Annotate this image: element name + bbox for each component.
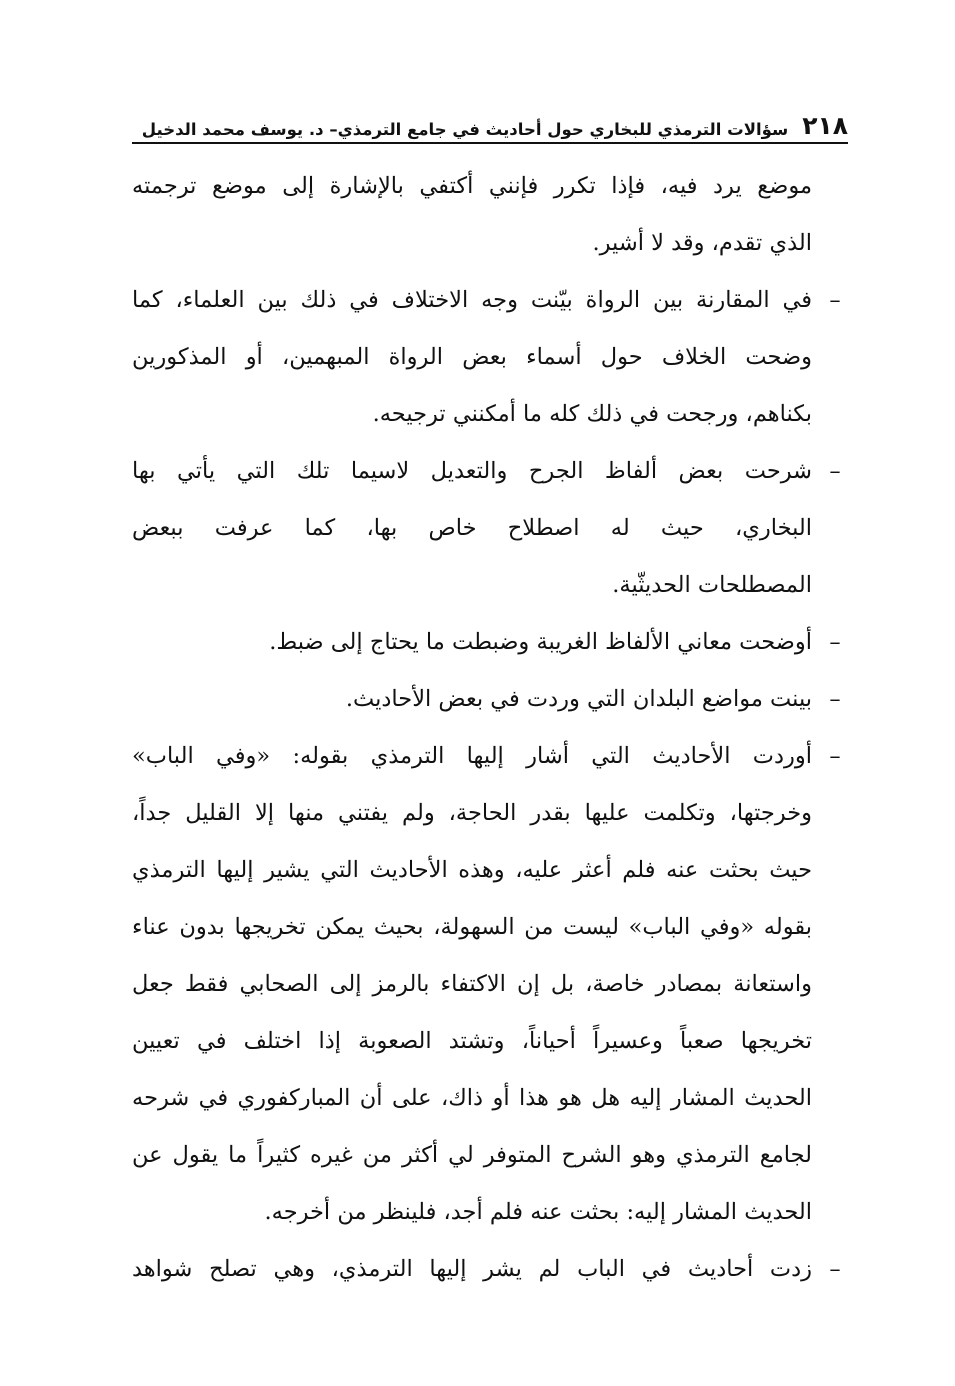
text-line: بكناهم، ورجحت في ذلك كله ما أمكنني ترجيحه. <box>372 401 812 427</box>
bullet-dash: – <box>829 1256 841 1282</box>
text-line: تخريجها صعباً وعسيراً أحياناً، وتشتد الصعوبة إذا اختلف في تعيين <box>132 1028 812 1054</box>
bullet-dash: – <box>829 629 841 655</box>
body-text <box>132 158 848 1298</box>
intro-paragraph <box>132 158 848 272</box>
list-item <box>132 272 848 443</box>
text-line: وخرجتها، وتكلمت عليها بقدر الحاجة، ولم يفتني منها إلا القليل جداً، <box>132 800 812 826</box>
text-line: الذي تقدم، وقد لا أشير. <box>592 230 812 256</box>
text-line: واستعانة بمصادر خاصة، بل إن الاكتفاء بالرمز إلى الصحابي فقط جعل <box>132 971 812 997</box>
running-title: سؤالات الترمذي للبخاري حول أحاديث في جامع الترمذي– د. يوسف محمد الدخيل <box>141 119 789 139</box>
list-item <box>132 671 848 728</box>
bullet-dash: – <box>829 287 841 313</box>
text-line: زدت أحاديث في الباب لم يشر إليها الترمذي، وهي تصلح شواهد <box>132 1256 812 1282</box>
text-line: موضع يرد فيه، فإذا تكرر فإنني أكتفي بالإشارة إلى موضع ترجمته <box>132 173 812 199</box>
page-header <box>132 106 848 144</box>
text-line: وضحت الخلاف حول أسماء بعض الرواة المبهمين، أو المذكورين <box>132 344 812 370</box>
text-line: أوردت الأحاديث التي أشار إليها الترمذي بقوله: «وفي الباب» <box>132 743 812 769</box>
list-item <box>132 1241 848 1298</box>
text-line: لجامع الترمذي وهو الشرح المتوفر لي أكثر من غيره كثيراً ما يقول عن <box>132 1142 812 1168</box>
text-line: في المقارنة بين الرواة بيّنت وجه الاختلاف في ذلك بين العلماء، كما <box>132 287 812 313</box>
text-line: الحديث المشار إليه: بحثت عنه فلم أجد، فلينظر من أخرجه. <box>264 1199 812 1225</box>
text-line: البخاري، حيث له اصطلاح خاص بها، كما عرفت ببعض <box>132 515 812 541</box>
bullet-dash: – <box>829 458 841 484</box>
text-line: بقوله «وفي الباب» ليست من السهولة، بحيث يمكن تخريجها بدون عناء <box>132 914 812 940</box>
text-line: بينت مواضع البلدان التي وردت في بعض الأحاديث. <box>345 686 812 712</box>
text-line: شرحت بعض ألفاظ الجرح والتعديل لاسيما تلك التي يأتي بها <box>132 458 812 484</box>
bullet-dash: – <box>829 743 841 769</box>
text-line: المصطلحات الحديثّية. <box>612 572 812 598</box>
bullet-dash: – <box>829 686 841 712</box>
text-line: حيث بحثت عنه فلم أعثر عليه، وهذه الأحاديث التي يشير إليها الترمذي <box>132 857 812 883</box>
list-item <box>132 728 848 1241</box>
page-number: ٢١٨ <box>802 111 848 140</box>
list-item <box>132 614 848 671</box>
list-item <box>132 443 848 614</box>
text-line: أوضحت معاني الألفاظ الغريبة وضبطت ما يحتاج إلى ضبط. <box>269 629 812 655</box>
text-line: الحديث المشار إليه هل هو هذا أو ذاك، على أن المباركفوري في شرحه <box>132 1085 812 1111</box>
